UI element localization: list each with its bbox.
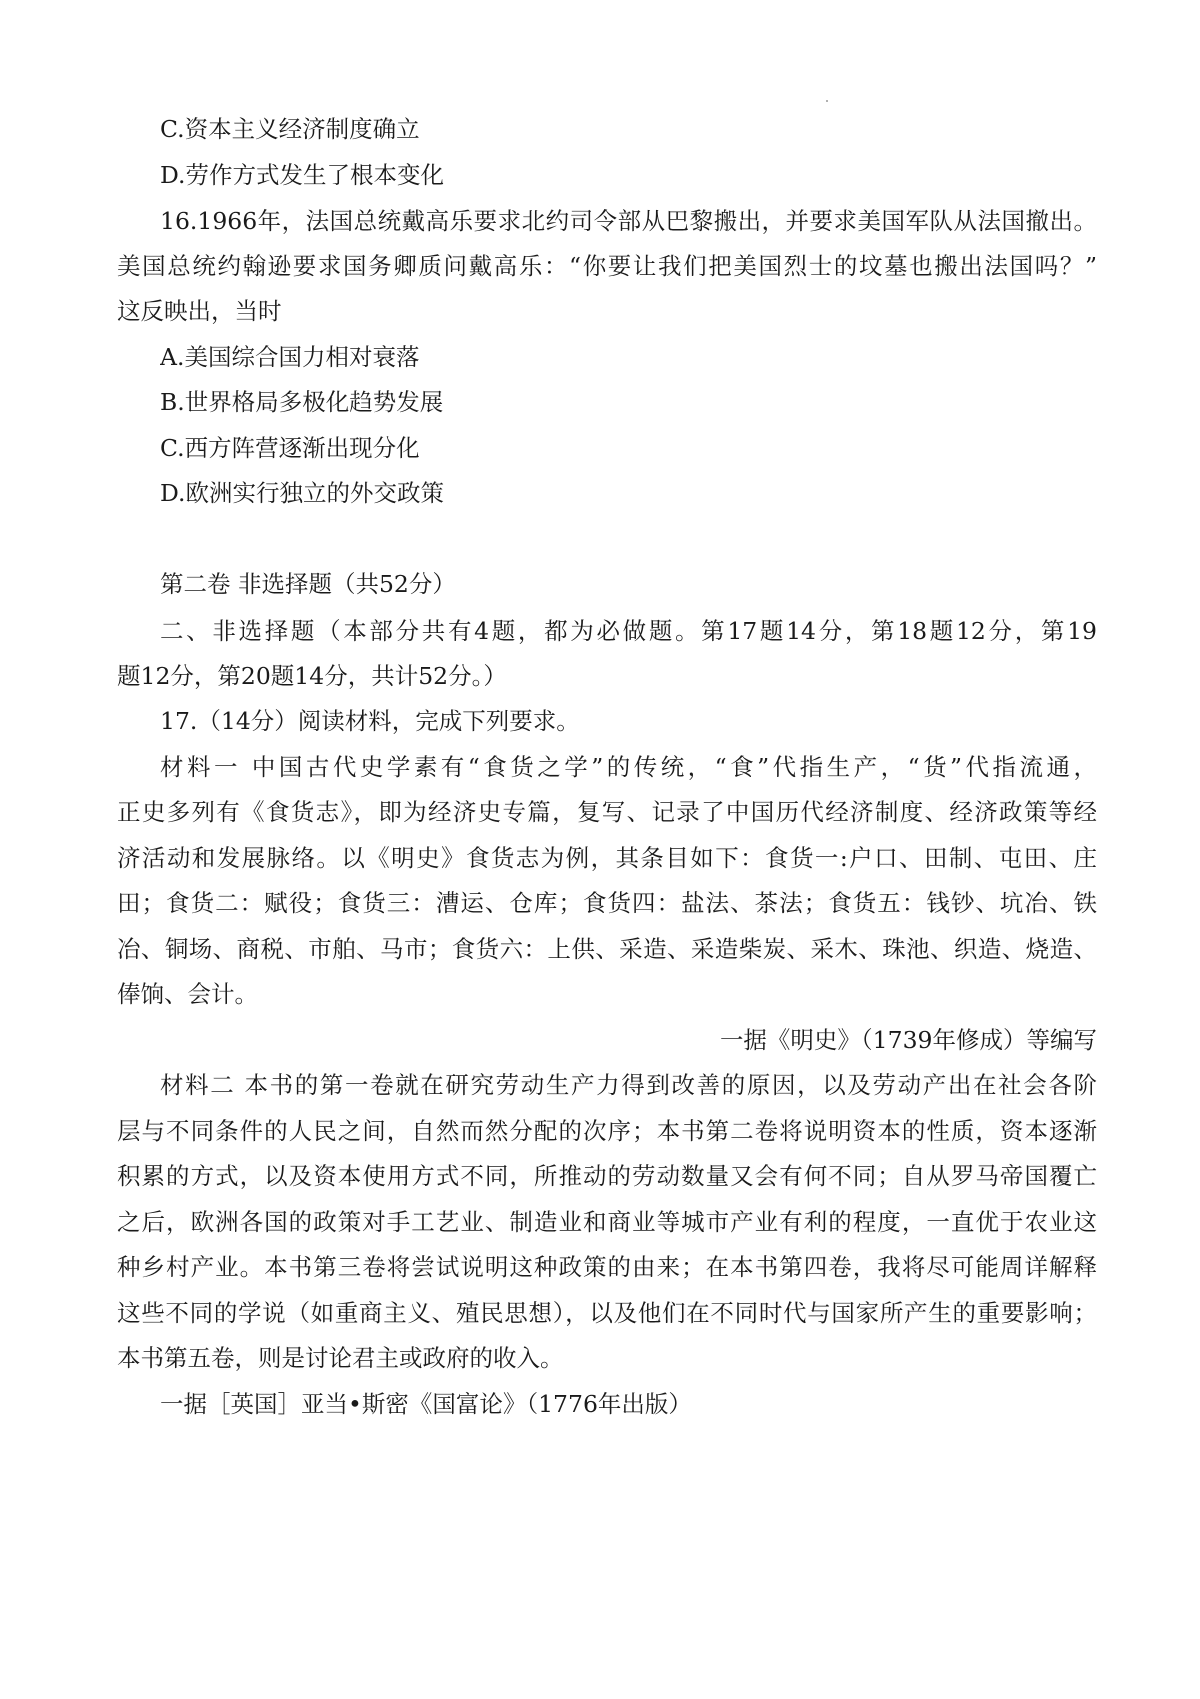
- q17-material1-source: 一据《明史》（1739年修成）等编写: [719, 1026, 1097, 1054]
- q16-option-a: A.美国综合国力相对衰落: [160, 343, 420, 371]
- q17-material2-line-4: 之后，欧洲各国的政策对手工艺业、制造业和商业等城市产业有利的程度，一直优于农业这: [117, 1208, 1097, 1236]
- q17-material1-line-2: 正史多列有《食货志》，即为经济史专篇，复写、记录了中国历代经济制度、经济政策等经: [117, 798, 1097, 826]
- q17-material2-source: 一据［英国］亚当•斯密《国富论》（1776年出版）: [160, 1390, 692, 1418]
- q17-material2-line-2: 层与不同条件的人民之间，自然而然分配的次序；本书第二卷将说明资本的性质，资本逐渐: [117, 1117, 1097, 1145]
- q16-option-c: C.西方阵营逐渐出现分化: [160, 434, 420, 462]
- q15-option-d: D.劳作方式发生了根本变化: [160, 161, 444, 189]
- q17-material2-line-5: 种乡村产业。本书第三卷将尝试说明这种政策的由来；在本书第四卷，我将尽可能周详解释: [117, 1253, 1097, 1281]
- q17-material2-line-3: 积累的方式，以及资本使用方式不同，所推动的劳动数量又会有何不同；自从罗马帝国覆亡: [117, 1162, 1097, 1190]
- q17-material1-line-6: 俸饷、会计。: [117, 980, 258, 1008]
- q16-stem-line-3: 这反映出，当时: [117, 297, 282, 325]
- part2-intro-line-2: 题12分，第20题14分，共计52分。）: [117, 662, 507, 690]
- q17-material2-line-1: 材料二 本书的第一卷就在研究劳动生产力得到改善的原因，以及劳动产出在社会各阶: [160, 1071, 1097, 1099]
- q15-option-c: C.资本主义经济制度确立: [160, 115, 420, 143]
- part2-intro-line-1: 二、非选择题（本部分共有4题，都为必做题。第17题14分，第18题12分，第19: [160, 617, 1097, 645]
- q17-material2-line-6: 这些不同的学说（如重商主义、殖民思想），以及他们在不同时代与国家所产生的重要影响；: [117, 1299, 1097, 1327]
- q17-material1-line-1: 材料一 中国古代史学素有“食货之学”的传统，“食”代指生产，“货”代指流通，: [160, 753, 1097, 781]
- q16-option-b: B.世界格局多极化趋势发展: [160, 388, 444, 416]
- q17-material2-line-7: 本书第五卷，则是讨论君主或政府的收入。: [117, 1344, 564, 1372]
- scan-speck: [826, 100, 828, 102]
- q16-stem-line-2: 美国总统约翰逊要求国务卿质问戴高乐：“你要让我们把美国烈士的坟墓也搬出法国吗？”: [117, 252, 1097, 280]
- q17-material1-line-5: 冶、铜场、商税、市舶、马市；食货六：上供、采造、采造柴炭、采木、珠池、织造、烧造、: [117, 935, 1097, 963]
- q16-stem-line-1: 16.1966年，法国总统戴高乐要求北约司令部从巴黎搬出，并要求美国军队从法国撤出。: [160, 207, 1097, 235]
- q17-stem: 17.（14分）阅读材料，完成下列要求。: [160, 707, 580, 735]
- part2-title: 第二卷 非选择题（共52分）: [160, 570, 456, 598]
- q16-option-d: D.欧洲实行独立的外交政策: [160, 479, 444, 507]
- q17-material1-line-4: 田；食货二：赋役；食货三：漕运、仓库；食货四：盐法、茶法；食货五：钱钞、坑冶、铁: [117, 889, 1097, 917]
- q17-material1-line-3: 济活动和发展脉络。以《明史》食货志为例，其条目如下：食货一:户口、田制、屯田、庄: [117, 844, 1097, 872]
